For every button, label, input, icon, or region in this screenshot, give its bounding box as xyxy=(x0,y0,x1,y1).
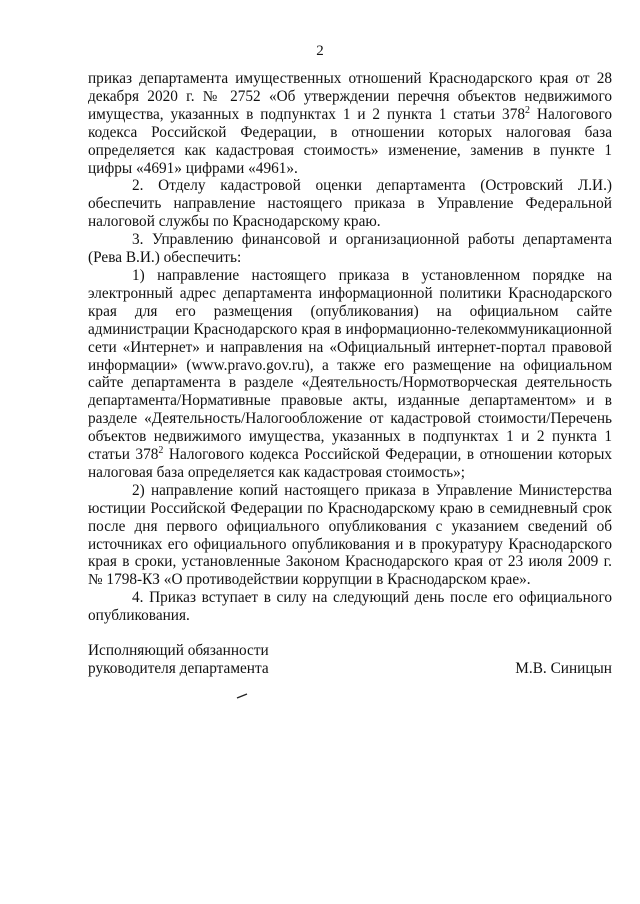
signatory-name: М.В. Синицын xyxy=(515,659,612,677)
paragraph-item-3: 3. Управлению финансовой и организационной работы департамента (Рева В.И.) обеспечить: xyxy=(88,231,612,267)
document-body xyxy=(88,70,612,625)
paragraph-item-2: 2. Отделу кадастровой оценки департамента (Островский Л.И.) обеспечить направление настоящего приказа в Управление Федеральной налоговой службы по Краснодарскому краю. xyxy=(88,177,612,231)
paragraph-subitem-2: 2) направление копий настоящего приказа в Управление Министерства юстиции Российской Федерации по Краснодарскому краю в семидневный срок после дня первого официального опубликования с указанием сведений об источниках его официального опубликования и в прокуратуру Краснодарского края в сроки, установленные Законом Краснодарского края от 23 июля 2009 г. № 1798-КЗ «О противодействии коррупции в Краснодарском крае». xyxy=(88,481,612,589)
signatory-position-line-2: руководителя департамента xyxy=(88,659,269,677)
signatory-position xyxy=(88,642,269,678)
paragraph-text-continued: Налогового кодекса Российской Федерации, в отношении которых налоговая база определяется как кадастровая стоимость» изменение, заменив в пункте 1 цифры «4691» цифрами «4961». xyxy=(88,105,612,177)
paragraph-text: приказ департамента имущественных отношений Краснодарского края от 28 декабря 2020 г. № 2752 «Об утверждении перечня объектов недвижимого имущества, указанных в подпунктах 1 и 2 пункта 1 статьи 378 xyxy=(88,70,612,123)
superscript: 2 xyxy=(158,444,164,456)
paragraph-text-continued: Налогового кодекса Российской Федерации, в отношении которых налоговая база определяется как кадастровая стоимость»; xyxy=(88,446,612,481)
signatory-position-line-1: Исполняющий обязанности xyxy=(88,642,269,659)
paragraph-order-change xyxy=(88,70,612,177)
paragraph-subitem-1 xyxy=(88,267,612,482)
signature-block xyxy=(88,642,612,678)
paragraph-text: 1) направление настоящего приказа в установленном порядке на электронный адрес департамента информационной политики Краснодарского края для его размещения (опубликования) на официальном сайте администрации Краснодарского края в информационно-телекоммуникационной сети «Интернет» и направления на «Официальный интернет-портал правовой информации» (www.pravo.gov.ru), а также его размещение на официальном сайте департамента в разделе «Деятельность/Нормотворческая деятельность департамента/Нормативные правовые акты, изданные департаментом» и в разделе «Деятельность/Налогообложение от кадастровой стоимости/Перечень объектов недвижимого имущества, указанных в подпунктах 1 и 2 пункта 1 статьи 378 xyxy=(88,266,612,464)
pen-mark xyxy=(236,693,248,699)
page-number: 2 xyxy=(316,43,324,59)
superscript: 2 xyxy=(525,104,531,116)
paragraph-item-4: 4. Приказ вступает в силу на следующий день после его официального опубликования. xyxy=(88,589,612,625)
